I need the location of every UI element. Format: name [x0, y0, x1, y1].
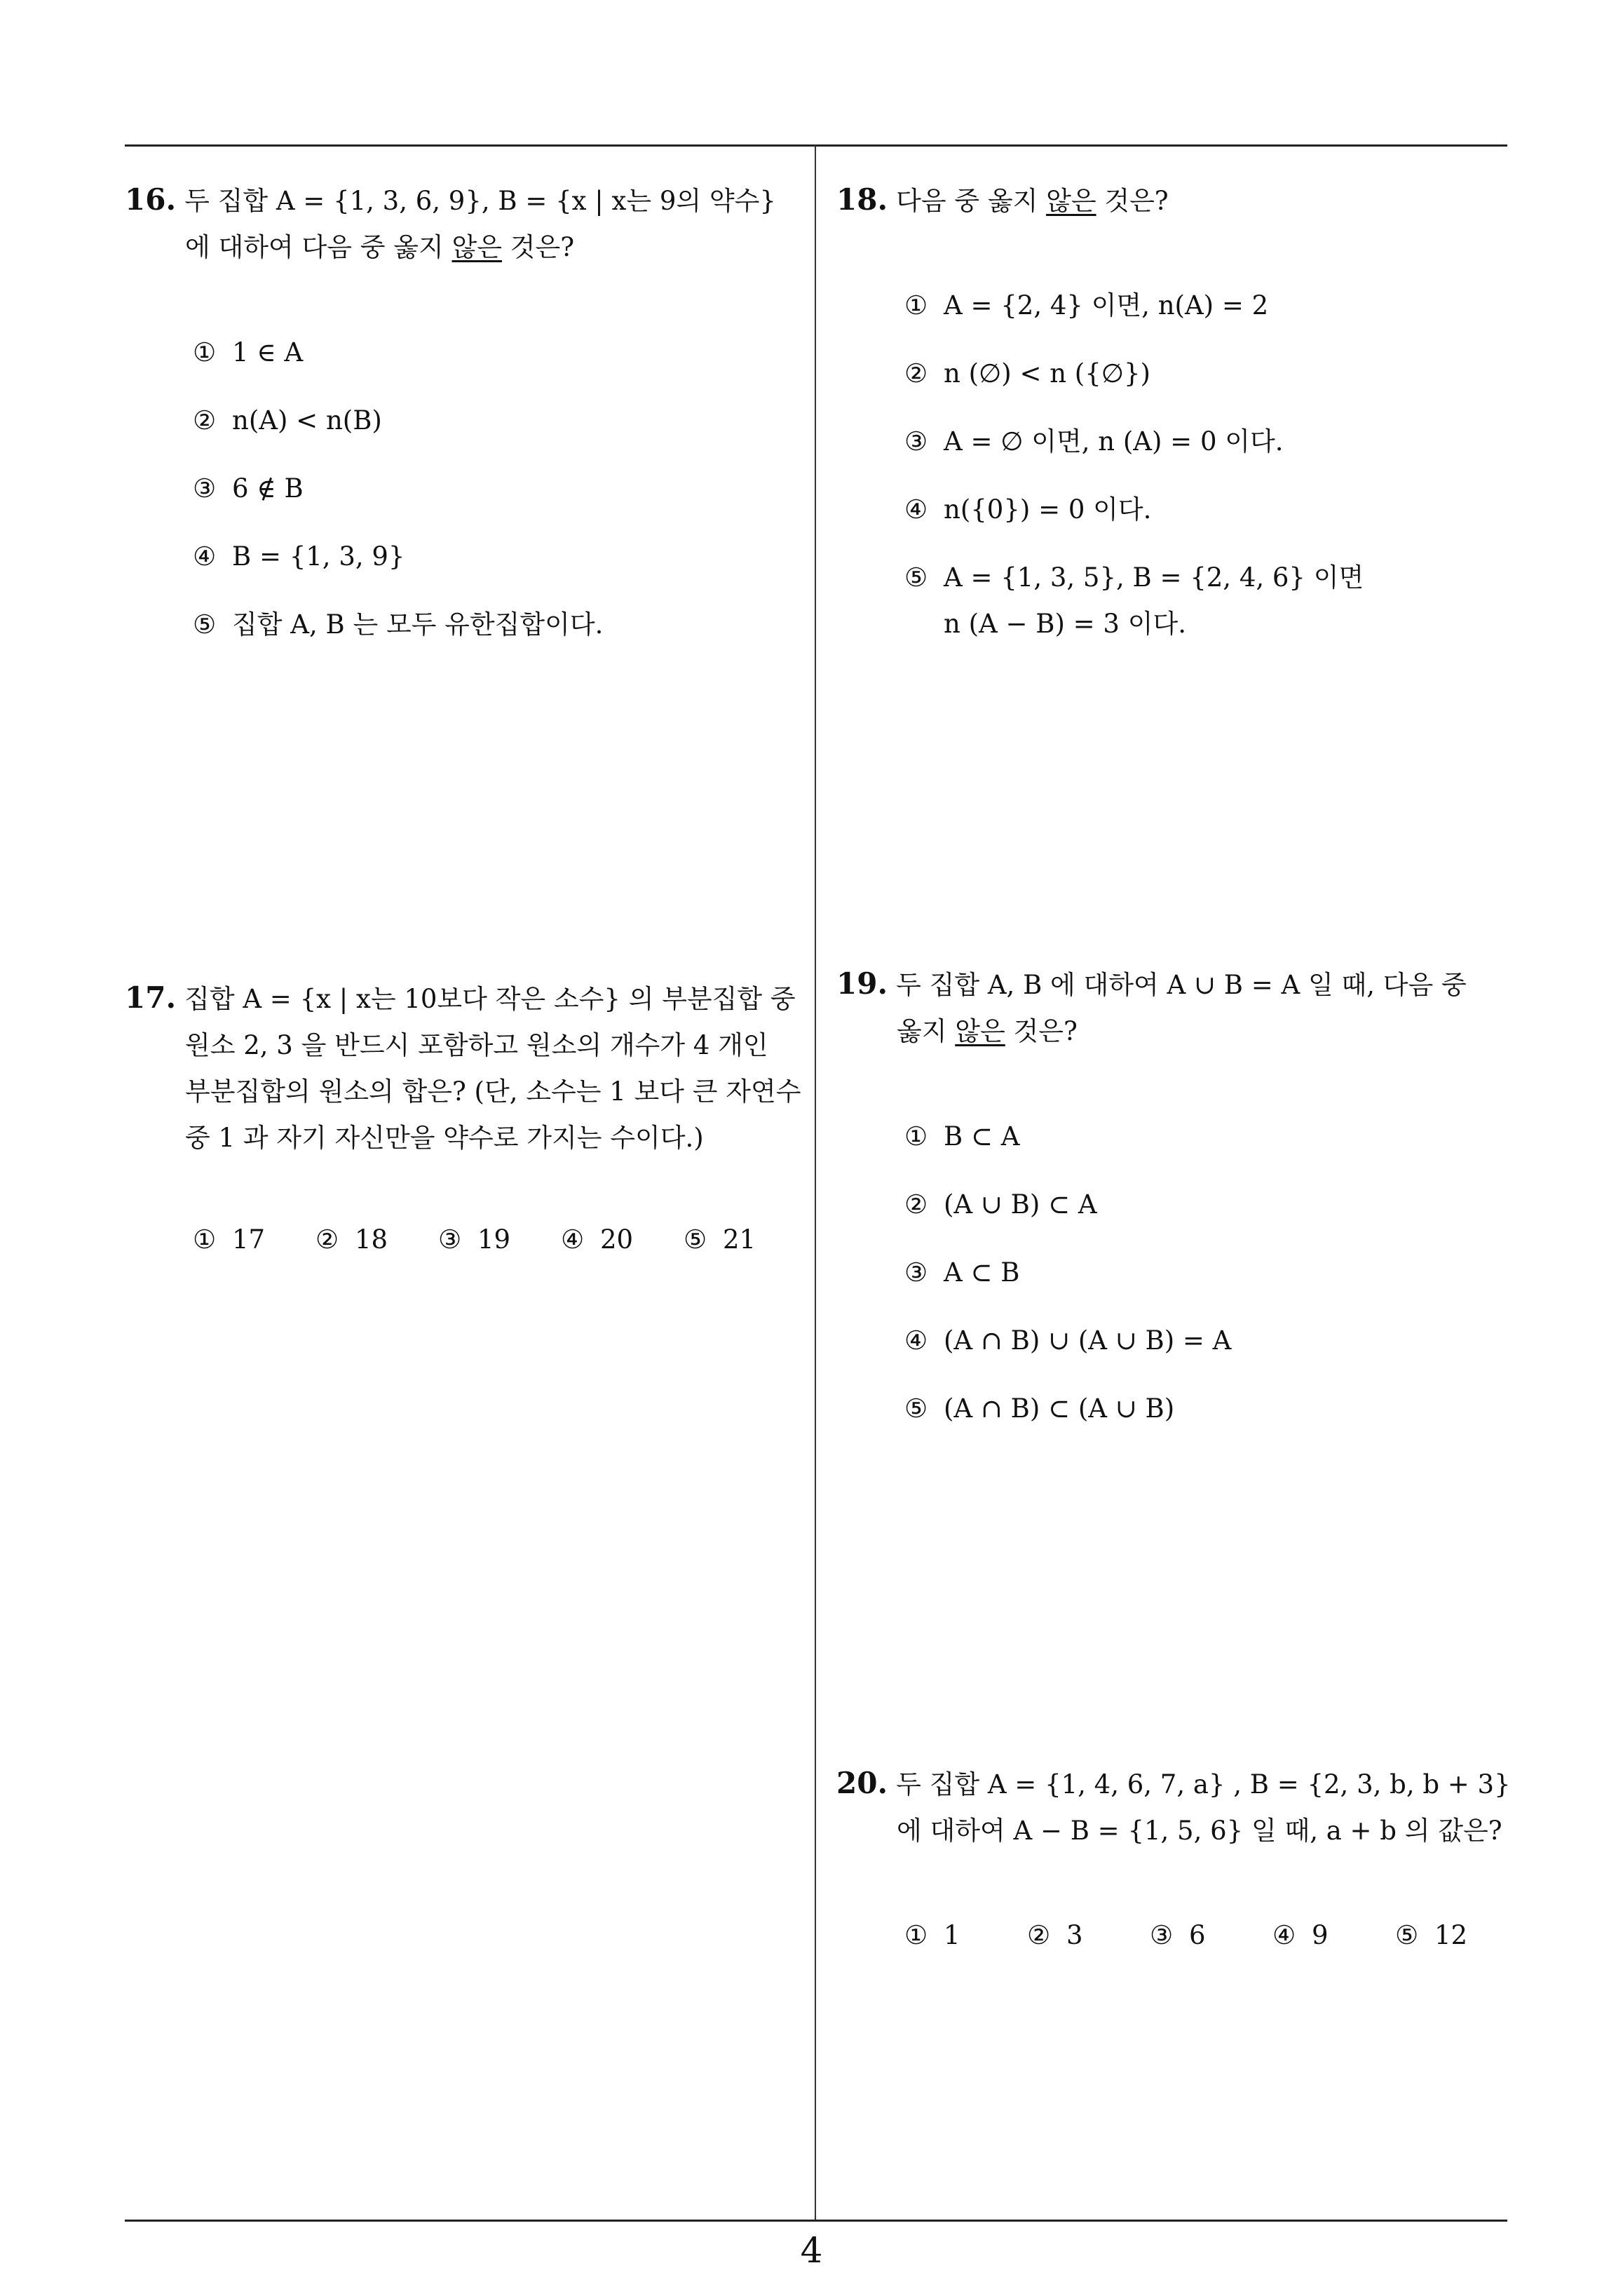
- choice-option[interactable]: ⑤ 12: [1395, 1912, 1518, 1959]
- choice-marker: ②: [1027, 1920, 1051, 1950]
- choice-marker: ④: [193, 541, 217, 572]
- choice-marker: ②: [315, 1224, 339, 1255]
- underline-emphasis: 않은: [451, 232, 502, 262]
- choice-option[interactable]: ⑤ A = {1, 3, 5}, B = {2, 4, 6} 이면 n (A − B) = 3 이다.: [904, 555, 1364, 647]
- question-17-stem-line-3: 부분집합의 원소의 합은? (단, 소수는 1 보다 큰 자연수: [185, 1076, 801, 1107]
- underline-emphasis: 않은: [1046, 186, 1096, 216]
- choice-option[interactable]: ③ 19: [438, 1217, 561, 1263]
- choice-option[interactable]: ① A = {2, 4} 이면, n(A) = 2: [904, 283, 1364, 329]
- choice-option[interactable]: ① 1 ∈ A: [193, 330, 603, 376]
- question-18-stem: 18. 다음 중 옳지 않은 것은?: [836, 182, 1169, 217]
- question-19: [836, 961, 1467, 1055]
- choice-marker: ④: [561, 1224, 585, 1255]
- choice-marker: ④: [904, 494, 928, 525]
- question-number: 19.: [836, 966, 888, 1001]
- choice-option[interactable]: ⑤ 집합 A, B 는 모두 유한집합이다.: [193, 602, 603, 648]
- choice-marker: ②: [904, 1189, 928, 1220]
- choice-marker: ③: [193, 473, 217, 504]
- choice-marker: ①: [904, 290, 928, 320]
- choice-option[interactable]: ④ 9: [1272, 1912, 1395, 1959]
- choice-marker: ⑤: [904, 562, 928, 593]
- page-number: 4: [800, 2230, 823, 2271]
- choice-marker: ⑤: [904, 1393, 928, 1424]
- choice-option[interactable]: ④ B = {1, 3, 9}: [193, 534, 603, 580]
- choice-marker: ①: [193, 1224, 217, 1255]
- bottom-rule: [125, 2220, 1507, 2222]
- choice-marker: ③: [904, 1257, 928, 1288]
- choice-marker: ⑤: [193, 609, 217, 640]
- question-17-stem-line-1: 17. 집합 A = {x | x는 10보다 작은 소수} 의 부분집합 중: [125, 980, 796, 1015]
- choice-option[interactable]: ④ n({0}) = 0 이다.: [904, 487, 1364, 533]
- underline-emphasis: 않은: [955, 1016, 1005, 1046]
- choice-marker: ⑤: [1395, 1920, 1419, 1950]
- choice-marker: ⑤: [684, 1224, 707, 1255]
- choice-option[interactable]: ③ A ⊂ B: [904, 1250, 1231, 1296]
- choice-continuation: n (A − B) = 3 이다.: [944, 609, 1186, 639]
- choice-option[interactable]: ③ 6: [1150, 1912, 1272, 1959]
- choice-marker: ④: [904, 1325, 928, 1356]
- choice-marker: ③: [1150, 1920, 1174, 1950]
- question-number: 17.: [125, 980, 177, 1015]
- question-number: 20.: [836, 1766, 888, 1800]
- question-19-stem-line-1: 19. 두 집합 A, B 에 대하여 A ∪ B = A 일 때, 다음 중: [836, 966, 1467, 1001]
- choice-marker: ②: [904, 358, 928, 389]
- question-16-stem-line-2: 에 대하여 다음 중 옳지 않은 것은?: [185, 232, 575, 262]
- top-rule: [125, 144, 1507, 147]
- choice-marker: ①: [904, 1121, 928, 1152]
- choice-option[interactable]: ② n (∅) < n ({∅}): [904, 351, 1364, 397]
- choice-option[interactable]: ⑤ 21: [684, 1217, 806, 1263]
- choice-marker: ②: [193, 405, 217, 435]
- choice-option[interactable]: ② 18: [315, 1217, 438, 1263]
- choice-option[interactable]: ⑤ (A ∩ B) ⊂ (A ∪ B): [904, 1386, 1231, 1432]
- question-19-choices: [904, 1114, 1231, 1454]
- question-20-stem-line-2: 에 대하여 A − B = {1, 5, 6} 일 때, a + b 의 값은?: [897, 1816, 1502, 1846]
- question-18-choices: [904, 283, 1364, 647]
- choice-option[interactable]: ② n(A) < n(B): [193, 398, 603, 444]
- choice-option[interactable]: ③ 6 ∉ B: [193, 466, 603, 512]
- question-17-choices: [193, 1217, 806, 1263]
- question-17: [125, 975, 801, 1161]
- choice-marker: ③: [904, 426, 928, 457]
- choice-option[interactable]: ④ (A ∩ B) ∪ (A ∪ B) = A: [904, 1318, 1231, 1364]
- question-17-stem-line-2: 원소 2, 3 을 반드시 포함하고 원소의 개수가 4 개인: [185, 1030, 768, 1060]
- question-18: [836, 177, 1169, 224]
- choice-option[interactable]: ① B ⊂ A: [904, 1114, 1231, 1160]
- choice-option[interactable]: ① 17: [193, 1217, 315, 1263]
- question-16-choices: [193, 330, 603, 670]
- choice-marker: ①: [904, 1920, 928, 1950]
- question-17-stem-line-4: 중 1 과 자기 자신만을 약수로 가지는 수이다.): [185, 1123, 704, 1153]
- choice-option[interactable]: ③ A = ∅ 이면, n (A) = 0 이다.: [904, 419, 1364, 465]
- question-number: 16.: [125, 182, 177, 217]
- question-20-stem-line-1: 20. 두 집합 A = {1, 4, 6, 7, a} , B = {2, 3, b, b + 3}: [836, 1766, 1511, 1800]
- choice-option[interactable]: ④ 20: [561, 1217, 684, 1263]
- question-19-stem-line-2: 옳지 않은 것은?: [897, 1016, 1078, 1046]
- question-16: [125, 177, 776, 271]
- question-20-choices: [904, 1912, 1518, 1959]
- question-16-stem-line-1: 16. 두 집합 A = {1, 3, 6, 9}, B = {x | x는 9의 약수}: [125, 182, 776, 217]
- question-20: [836, 1760, 1511, 1854]
- choice-marker: ③: [438, 1224, 462, 1255]
- column-divider: [815, 144, 816, 2222]
- choice-option[interactable]: ② 3: [1027, 1912, 1150, 1959]
- choice-marker: ①: [193, 337, 217, 367]
- choice-option[interactable]: ① 1: [904, 1912, 1027, 1959]
- choice-marker: ④: [1272, 1920, 1296, 1950]
- choice-option[interactable]: ② (A ∪ B) ⊂ A: [904, 1182, 1231, 1228]
- question-number: 18.: [836, 182, 888, 217]
